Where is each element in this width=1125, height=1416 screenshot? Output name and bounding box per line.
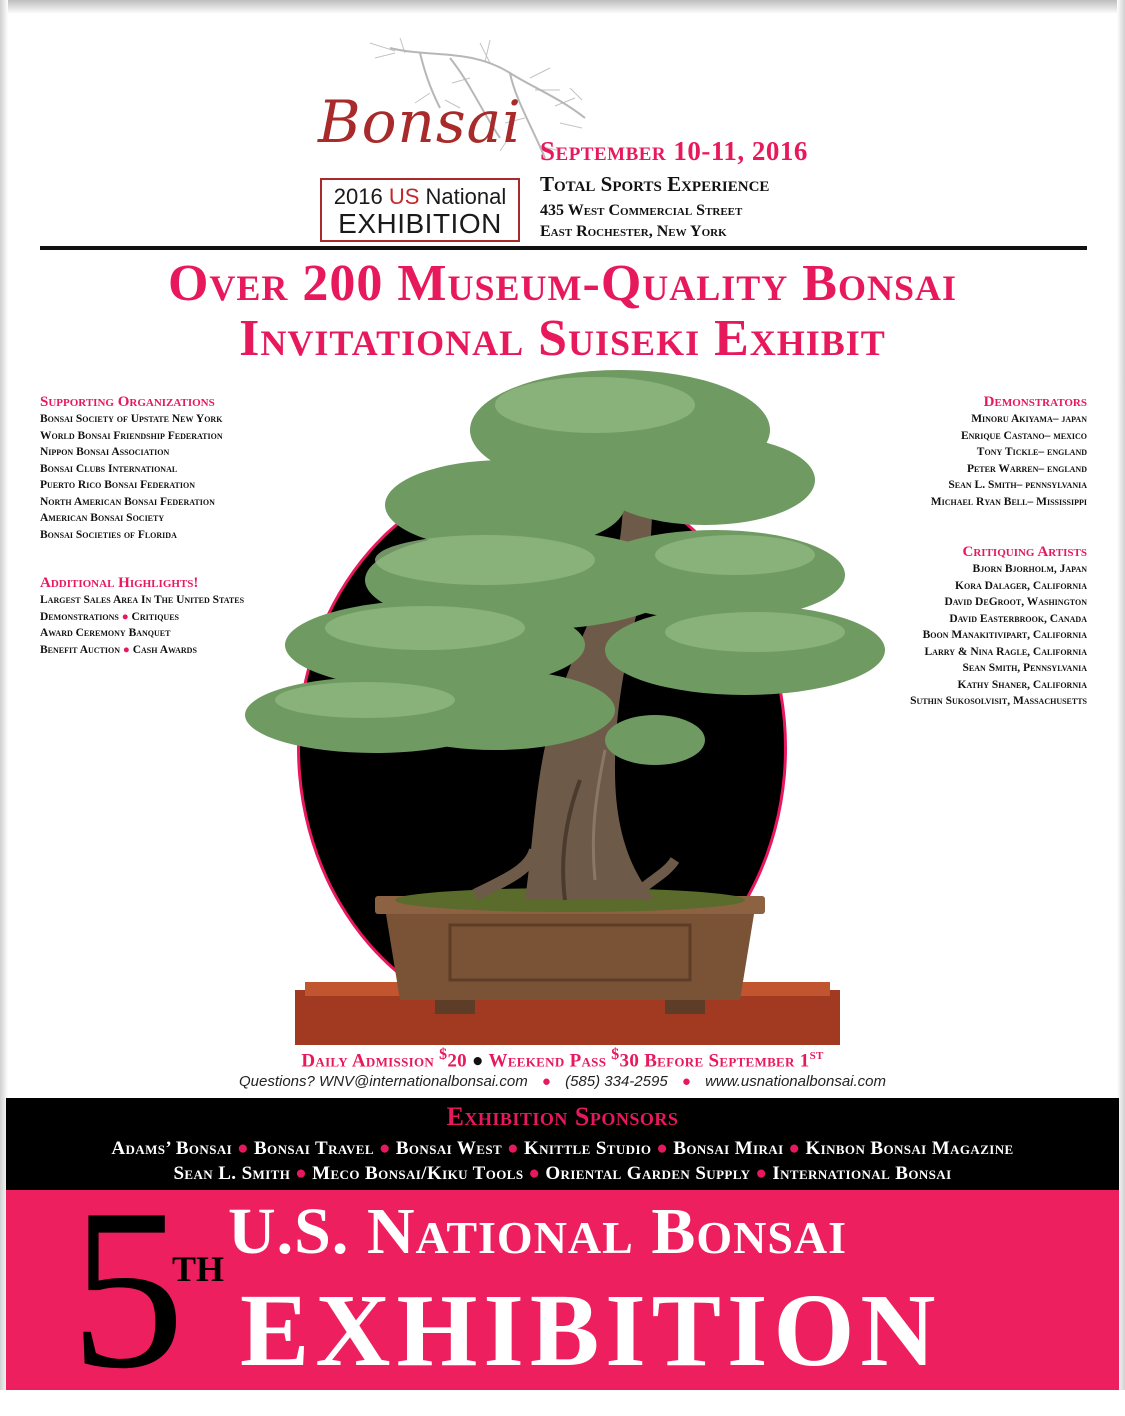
bullet-icon: ● bbox=[528, 1163, 541, 1184]
contact-website[interactable]: www.usnationalbonsai.com bbox=[705, 1073, 887, 1090]
highlight-item bbox=[40, 609, 244, 626]
logo-line1 bbox=[322, 184, 518, 210]
logo-us: US bbox=[388, 184, 420, 209]
bullet-icon: ● bbox=[237, 1138, 249, 1159]
title-line2: EXHIBITION bbox=[240, 1273, 942, 1388]
edition-suffix: TH bbox=[172, 1249, 225, 1289]
bullet-icon: ● bbox=[295, 1163, 308, 1184]
critiquing-item: David Easterbrook, Canada bbox=[949, 612, 1087, 625]
demonstrator-item: Tony Tickle– england bbox=[976, 446, 1087, 458]
logo-line2: EXHIBITION bbox=[338, 208, 502, 239]
highlight-item: Largest Sales Area In The United States bbox=[40, 594, 245, 606]
weekend-dollar: $ bbox=[611, 1046, 620, 1063]
additional-highlights bbox=[40, 574, 244, 658]
bullet-icon: ● bbox=[656, 1138, 669, 1159]
supporting-item: Bonsai Society of Upstate New York bbox=[40, 413, 223, 425]
sponsor-item: Knittle Studio bbox=[523, 1138, 652, 1159]
critiquing-item: Suthin Sukosolvisit, Massachusetts bbox=[910, 695, 1087, 707]
supporting-item: North American Bonsai Federation bbox=[40, 495, 215, 508]
critiquing-heading: Critiquing Artists bbox=[962, 544, 1087, 560]
sponsor-item: Kinbon Bonsai Magazine bbox=[805, 1138, 1014, 1159]
supporting-item: Puerto Rico Bonsai Federation bbox=[40, 479, 195, 491]
daily-dollar: $ bbox=[439, 1046, 448, 1063]
critiquing-item: Sean Smith, Pennsylvania bbox=[962, 662, 1087, 674]
sponsor-item: Meco Bonsai/Kiku Tools bbox=[312, 1163, 524, 1184]
highlight-auction: Benefit Auction bbox=[40, 643, 121, 656]
event-date: September 10-11, 2016 bbox=[540, 136, 808, 166]
logo-national: National bbox=[425, 184, 507, 209]
logo-exhibition-box bbox=[320, 178, 520, 242]
supporting-heading: Supporting Organizations bbox=[40, 394, 215, 410]
edition-number: 5 bbox=[70, 1161, 185, 1416]
weekend-deadline-sup: st bbox=[809, 1046, 824, 1063]
logo-year: 2016 bbox=[333, 184, 383, 209]
critiquing-artists bbox=[910, 543, 1087, 710]
headline-line1: Over 200 Museum-Quality Bonsai bbox=[167, 255, 958, 312]
page-top-shadow bbox=[0, 0, 1125, 14]
daily-price: 20 bbox=[447, 1050, 467, 1072]
daily-admission-label: Daily Admission bbox=[301, 1050, 435, 1072]
bullet-icon: ● bbox=[541, 1073, 551, 1090]
contact-phone: (585) 334-2595 bbox=[565, 1073, 668, 1090]
headline-line2: Invitational Suiseki Exhibit bbox=[239, 310, 886, 367]
highlight-item bbox=[40, 642, 244, 659]
sponsor-item: Oriental Garden Supply bbox=[545, 1163, 751, 1184]
bonsai-tree-illustration bbox=[235, 360, 895, 1050]
demonstrator-item: Enrique Castano– mexico bbox=[960, 429, 1087, 442]
event-address bbox=[540, 200, 742, 242]
sponsors-row1 bbox=[0, 1138, 1125, 1160]
demonstrator-item: Minoru Akiyama– japan bbox=[971, 413, 1087, 425]
weekend-pass-label: Weekend Pass bbox=[488, 1050, 607, 1072]
sponsor-item: Sean L. Smith bbox=[173, 1163, 291, 1184]
supporting-item: Nippon Bonsai Association bbox=[40, 446, 170, 458]
bullet-icon: ● bbox=[788, 1138, 801, 1159]
supporting-item: World Bonsai Friendship Federation bbox=[40, 429, 223, 442]
demonstrator-item: Michael Ryan Bell– Mississippi bbox=[930, 495, 1087, 508]
highlight-critiques: Critiques bbox=[131, 610, 179, 623]
critiquing-item: Kora Dalager, California bbox=[955, 579, 1087, 592]
sponsor-item: Adams’ Bonsai bbox=[111, 1138, 233, 1159]
critiquing-item: Boon Manakitivipart, California bbox=[922, 629, 1087, 641]
bullet-icon: ● bbox=[472, 1050, 484, 1072]
critiquing-item: Bjorn Bjorholm, Japan bbox=[972, 563, 1087, 575]
event-venue: Total Sports Experience bbox=[540, 172, 770, 196]
sponsor-item: International Bonsai bbox=[772, 1163, 952, 1184]
highlight-item: Award Ceremony Banquet bbox=[40, 627, 171, 639]
weekend-price: 30 bbox=[619, 1050, 640, 1072]
supporting-item: American Bonsai Society bbox=[40, 512, 165, 524]
critiquing-item: David DeGroot, Washington bbox=[944, 596, 1087, 608]
bullet-icon: ● bbox=[378, 1138, 391, 1159]
logo-bonsai-script: Bonsai bbox=[318, 88, 522, 156]
supporting-item: Bonsai Societies of Florida bbox=[40, 528, 177, 541]
bullet-icon: ● bbox=[122, 643, 130, 656]
highlights-heading: Additional Highlights! bbox=[40, 575, 199, 591]
address-line1: 435 West Commercial Street bbox=[540, 202, 743, 219]
bullet-icon: ● bbox=[507, 1138, 519, 1159]
critiquing-item: Larry & Nina Ragle, California bbox=[924, 645, 1087, 658]
contact-email[interactable]: WNV@internationalbonsai.com bbox=[319, 1073, 528, 1090]
header-divider bbox=[40, 246, 1087, 250]
bullet-icon: ● bbox=[681, 1073, 691, 1090]
supporting-item: Bonsai Clubs International bbox=[40, 462, 178, 475]
critiquing-item: Kathy Shaner, California bbox=[957, 678, 1087, 691]
sponsor-item: Bonsai Mirai bbox=[673, 1138, 784, 1159]
weekend-deadline: Before September 1 bbox=[644, 1050, 810, 1072]
demonstrators-heading: Demonstrators bbox=[983, 394, 1087, 410]
demonstrator-item: Sean L. Smith– pennsylvania bbox=[948, 479, 1087, 491]
supporting-organizations bbox=[40, 393, 223, 543]
demonstrator-item: Peter Warren– england bbox=[966, 462, 1087, 475]
highlight-cash-awards: Cash Awards bbox=[132, 643, 197, 656]
contact-line bbox=[0, 1073, 1125, 1090]
title-line1: U.S. National Bonsai bbox=[228, 1195, 848, 1268]
bullet-icon: ● bbox=[755, 1163, 768, 1184]
sponsors-heading: Exhibition Sponsors bbox=[446, 1102, 679, 1131]
address-line2: East Rochester, New York bbox=[540, 223, 727, 240]
bullet-icon: ● bbox=[121, 610, 129, 623]
contact-question: Questions? bbox=[238, 1073, 315, 1090]
sponsor-item: Bonsai Travel bbox=[253, 1138, 374, 1159]
demonstrators bbox=[931, 393, 1087, 510]
sponsor-item: Bonsai West bbox=[395, 1138, 503, 1159]
highlight-demonstrations: Demonstrations bbox=[40, 610, 119, 623]
admission-line bbox=[0, 1046, 1125, 1072]
